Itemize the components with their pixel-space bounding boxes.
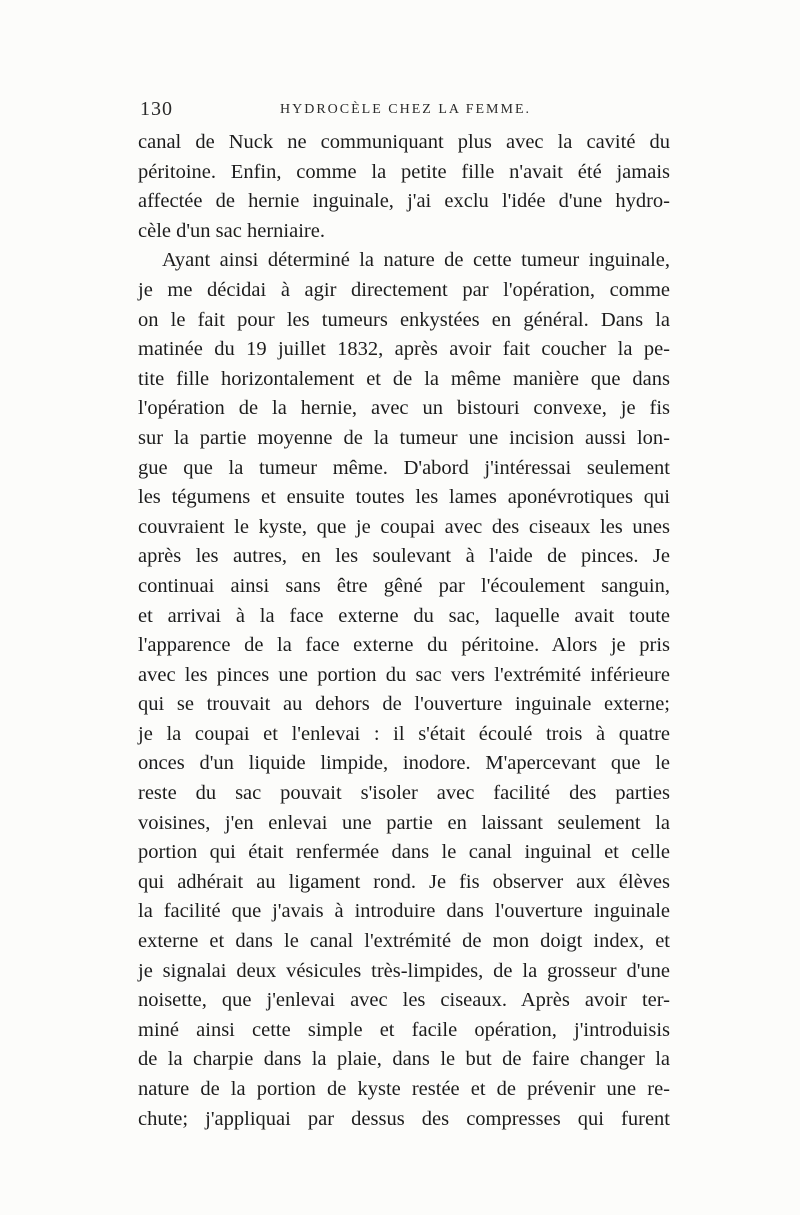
text-line: continuai ainsi sans être gêné par l'écoulement sanguin, [138, 574, 670, 597]
text-line: avec les pinces une portion du sac vers l'extrémité inférieure [138, 663, 670, 686]
text-line: gue que la tumeur même. D'abord j'intéressai seulement [138, 456, 670, 479]
text-line: je la coupai et l'enlevai : il s'était écoulé trois à quatre [138, 722, 670, 745]
text-line: onces d'un liquide limpide, inodore. M'apercevant que le [138, 752, 670, 775]
text-line: portion qui était renfermée dans le canal inguinal et celle [138, 841, 670, 864]
text-line: reste du sac pouvait s'isoler avec facilité des parties [138, 782, 670, 805]
text-line: je signalai deux vésicules très-limpides, de la grosseur d'une [138, 959, 670, 982]
text-line: sur la partie moyenne de la tumeur une incision aussi lon- [138, 426, 670, 449]
text-line: l'opération de la hernie, avec un bistouri convexe, je fis [138, 397, 670, 420]
text-line: Ayant ainsi déterminé la nature de cette tumeur inguinale, [162, 249, 670, 272]
text-line: chute; j'appliquai par dessus des compresses qui furent [138, 1107, 670, 1130]
text-line: voisines, j'en enlevai une partie en laissant seulement la [138, 811, 670, 834]
text-line: on le fait pour les tumeurs enkystées en général. Dans la [138, 308, 670, 331]
text-line: couvraient le kyste, que je coupai avec des ciseaux les unes [138, 515, 670, 538]
text-line: les tégumens et ensuite toutes les lames aponévrotiques qui [138, 486, 670, 509]
text-line: après les autres, en les soulevant à l'aide de pinces. Je [138, 545, 670, 568]
text-line: affectée de hernie inguinale, j'ai exclu l'idée d'une hydro- [138, 190, 670, 213]
body-text [138, 128, 670, 1134]
text-line: tite fille horizontalement et de la même manière que dans [138, 367, 670, 390]
text-line: cèle d'un sac herniaire. [138, 219, 325, 242]
text-line: canal de Nuck ne communiquant plus avec la cavité du [138, 131, 670, 153]
text-line: externe et dans le canal l'extrémité de mon doigt index, et [138, 930, 670, 953]
text-line: la facilité que j'avais à introduire dans l'ouverture inguinale [138, 900, 670, 923]
text-line: je me décidai à agir directement par l'opération, comme [138, 278, 670, 301]
text-line: miné ainsi cette simple et facile opération, j'introduisis [138, 1018, 670, 1041]
running-head [140, 98, 668, 128]
text-line: matinée du 19 juillet 1832, après avoir fait coucher la pe- [138, 338, 670, 361]
text-line: noisette, que j'enlevai avec les ciseaux. Après avoir ter- [138, 989, 670, 1012]
running-title: HYDROCÈLE CHEZ LA FEMME. [280, 102, 531, 117]
text-line: nature de la portion de kyste restée et de prévenir une re- [138, 1078, 670, 1100]
text-line: qui se trouvait au dehors de l'ouverture inguinale externe; [138, 693, 670, 716]
text-line: de la charpie dans la plaie, dans le but de faire changer la [138, 1048, 670, 1071]
page-number: 130 [140, 98, 173, 120]
text-line: l'apparence de la face externe du péritoine. Alors je pris [138, 634, 670, 657]
text-line: qui adhérait au ligament rond. Je fis observer aux élèves [138, 870, 670, 893]
text-line: péritoine. Enfin, comme la petite fille n'avait été jamais [138, 160, 670, 183]
text-line: et arrivai à la face externe du sac, laquelle avait toute [138, 604, 670, 627]
